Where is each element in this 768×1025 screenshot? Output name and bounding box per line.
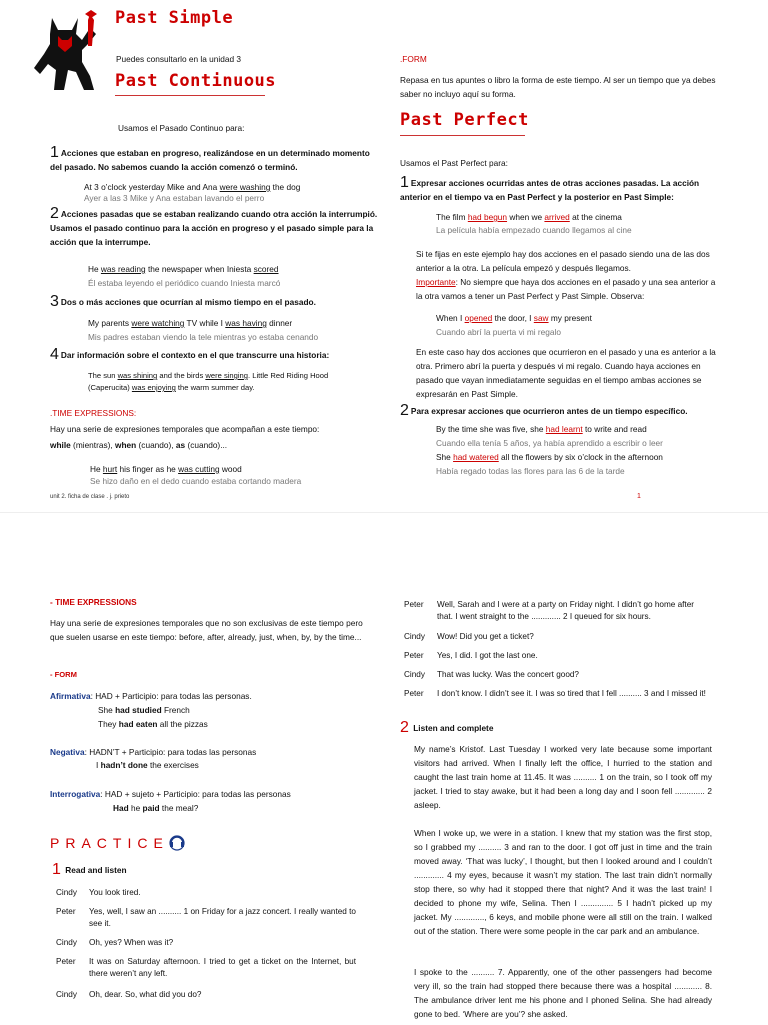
past-continuous-title: Past Continuous — [115, 71, 277, 91]
pc-use-4 — [50, 348, 380, 362]
pp-use-1 — [400, 176, 720, 204]
practice-heading: PRACTICE — [50, 835, 169, 851]
form-text: Repasa en tus apuntes o libro la forma de este tiempo. Al ser un tiempo que ya debes saber no incluyo aquí su forma. — [400, 75, 716, 99]
p2-time-expressions-text: Hay una serie de expresiones temporales que no son exclusivas de este tiempo pero que suelen usarse en este tiempo: before, after, already, just, when, by, by the time... — [50, 618, 363, 642]
dialog-line: Cindy Oh, yes? When was it? — [56, 938, 174, 947]
use-number: 1 — [50, 144, 59, 161]
affirmative-rule: Afirmativa: HAD + Participio: para todas las personas. — [50, 691, 252, 701]
story-paragraph-3: I spoke to the .......... 7. Apparently, one of the other passengers had become very ill, so the train had stopped there because there was a hospital ............ 8. The ambulance driver lent me his phone and I phoned Selina. She had already gone to bed. ‘Where are you’? she asked. — [414, 967, 712, 1019]
exercise-1-title — [52, 863, 127, 877]
pp-paragraph-2: Importante: No siempre que haya dos acciones en el pasado y una sea anterior a la otra vamos a tener un Past Perfect y Past Simple. Observa: — [416, 277, 716, 301]
pp-paragraph-3: En este caso hay dos acciones que ocurrieron en el pasado y una es anterior a la otra. Primero abrí la puerta y después vi mi regalo. Cuando haya acciones en pasado que vayan inmediatamente seguidas en el tiempo ambas acciones se expresarán en Past Simple. — [416, 347, 716, 399]
time-expressions-list: while (mientras), when (cuando), as (cuando)... — [50, 440, 228, 450]
pc-translation-1: Ayer a las 3 Mike y Ana estaban lavando el perro — [84, 193, 265, 203]
form-heading: .FORM — [400, 54, 427, 64]
use-text: Dos o más acciones que ocurrían al mismo tiempo en el pasado. — [60, 297, 316, 307]
exercise-2-title — [400, 721, 493, 735]
past-simple-title: Past Simple — [115, 8, 234, 28]
exercise-number: 2 — [400, 719, 409, 736]
te-example: He hurt his finger as he was cutting wood — [90, 464, 242, 474]
pc-use-3 — [50, 295, 380, 309]
use-number: 1 — [400, 174, 409, 191]
page-footer: unit 2. ficha de clase . j. prieto — [50, 494, 130, 500]
pp-intro: Usamos el Past Perfect para: — [400, 158, 508, 168]
title-underline — [400, 135, 525, 136]
pp-translation-1: La película había empezado cuando llegamos al cine — [436, 225, 632, 235]
exercise-title: Read and listen — [65, 865, 127, 875]
story-paragraph-1: My name’s Kristof. Last Tuesday I worked very late because some important visitors had arrived. When I finally left the office, I hurried to the station and caught the last train home at 11.45. It was .......... 1 on the train, so I took off my jacket. I tried to stay awake, but it had been a long day and I soon fell ............. 2 asleep. — [414, 744, 712, 810]
dialog-line: Peter I don’t know. I didn’t see it. I was so tired that I fell .......... 3 and I missed it! — [404, 689, 706, 698]
interrogative-example: Had he paid the meal? — [113, 803, 199, 813]
dialog-line: Cindy That was lucky. Was the concert good? — [404, 670, 579, 679]
affirmative-example-1: She had studied French — [98, 705, 190, 715]
dialog-line: Cindy You look tired. — [56, 888, 141, 897]
te-translation: Se hizo daño en el dedo cuando estaba cortando madera — [90, 476, 302, 486]
dialog-line: Cindy Oh, dear. So, what did you do? — [56, 990, 202, 999]
p2-form-heading: - FORM — [50, 670, 77, 679]
pp-example-4: She had watered all the flowers by six o’clock in the afternoon — [436, 452, 663, 462]
negative-rule: Negativa: HADN’T + Participio: para todas las personas — [50, 747, 257, 757]
pp-use-2 — [400, 404, 720, 418]
pc-use-2 — [50, 207, 380, 249]
page-number: 1 — [637, 493, 641, 500]
dialog-line: Cindy Wow! Did you get a ticket? — [404, 632, 534, 641]
pc-intro: Usamos el Pasado Continuo para: — [118, 123, 245, 133]
pp-example-2: When I opened the door, I saw my present — [436, 313, 592, 323]
use-number: 2 — [50, 205, 59, 222]
dialog-line: Peter Yes, I did. I got the last one. — [404, 651, 538, 660]
consult-note: Puedes consultarlo en la unidad 3 — [116, 54, 242, 64]
negative-example: I hadn’t done the exercises — [96, 760, 199, 770]
pc-translation-3: Mis padres estaban viendo la tele mientras yo estaba cenando — [88, 332, 319, 342]
use-text: Expresar acciones ocurridas antes de otras acciones pasadas. La acción anterior en el tiempo va en Past Perfect y la posterior en Past Simple: — [400, 178, 700, 202]
use-text: Para expresar acciones que ocurrieron antes de un tiempo específico. — [410, 406, 688, 416]
title-underline — [115, 95, 265, 96]
pp-translation-2: Cuando abrí la puerta vi mi regalo — [436, 327, 561, 337]
use-text: Acciones pasadas que se estaban realizando cuando otra acción la interrumpió. Usamos el pasado continuo para la acción en progreso y el pasado simple para la acción que la interrumpe. — [50, 209, 378, 247]
p2-time-expressions-heading: - TIME EXPRESSIONS — [50, 597, 137, 607]
time-expressions-text: Hay una serie de expresiones temporales que acompañan a este tiempo: — [50, 424, 320, 434]
use-number: 3 — [50, 293, 59, 310]
use-text: Dar información sobre el contexto en el que transcurre una historia: — [60, 350, 330, 360]
pp-translation-3: Cuando ella tenía 5 años, ya había aprendido a escribir o leer — [436, 438, 663, 448]
pc-example-3: My parents were watching TV while I was having dinner — [88, 318, 293, 328]
dialog-line: Peter It was on Saturday afternoon. I tried to get a ticket on the Internet, but there weren’t any left. — [56, 957, 356, 978]
pc-example-1: At 3 o’clock yesterday Mike and Ana were washing the dog — [84, 182, 301, 192]
dialog-line: Peter Yes, well, I saw an .......... 1 on Friday for a jazz concert. I really wanted to see it. — [56, 907, 356, 928]
red-devil-logo-icon — [30, 10, 100, 94]
exercise-title: Listen and complete — [413, 723, 494, 733]
use-number: 4 — [50, 346, 59, 363]
story-paragraph-2: When I woke up, we were in a station. I knew that my station was the first stop, so I grabbed my .......... 3 and ran to the door. I got off just in time and the train moved away. ‘That was lucky’, I thought, but then I looked around and I couldn’t ............. 4 my eyes, because it wasn’t my station. The last train didn’t normally stop there, so why had it stopped there that night? And it was the last train! I decided to phone my wife, Selina. Then I .............. 5 I hadn’t picked up my jacket. My ............., 6 keys, and mobile phone were all still on the train. I walked out of the station. There were some people in the car park and an ambulance. — [414, 828, 712, 936]
use-number: 2 — [400, 402, 409, 419]
worksheet-page-2 — [0, 512, 768, 1025]
time-expressions-heading: .TIME EXPRESSIONS: — [50, 408, 137, 418]
use-text: Acciones que estaban en progreso, realizándose en un determinado momento del pasado. No sabemos cuando la acción comenzó o terminó. — [50, 148, 370, 172]
interrogative-rule: Interrogativa: HAD + sujeto + Participio: para todas las personas — [50, 789, 291, 799]
pp-example-3: By the time she was five, she had learnt to write and read — [436, 424, 647, 434]
pc-example-2: He was reading the newspaper when Iniesta scored — [88, 264, 279, 274]
exercise-number: 1 — [52, 861, 61, 878]
pp-translation-4: Había regado todas las flores para las 6 de la tarde — [436, 466, 625, 476]
worksheet-page-1 — [0, 0, 768, 512]
pc-example-4b: (Caperucita) was enjoying the warm summer day. — [88, 383, 255, 392]
pc-use-1 — [50, 146, 380, 174]
pc-translation-2: Él estaba leyendo el periódico cuando Iniesta marcó — [88, 278, 281, 288]
affirmative-example-2: They had eaten all the pizzas — [98, 719, 208, 729]
pc-example-4a: The sun was shining and the birds were singing. Little Red Riding Hood — [88, 371, 329, 380]
dialog-line: Peter Well, Sarah and I were at a party on Friday night. I didn’t go home after that. I went straight to the ............. 2 I queued for six hours. — [404, 600, 694, 621]
pp-example-1: The film had begun when we arrived at the cinema — [436, 212, 622, 222]
pp-paragraph-1: Si te fijas en este ejemplo hay dos acciones en el pasado siendo una de las dos anterior a la otra. La película empezó y después llegamos. — [416, 249, 710, 273]
past-perfect-title: Past Perfect — [400, 110, 529, 130]
headphones-icon — [168, 833, 186, 853]
